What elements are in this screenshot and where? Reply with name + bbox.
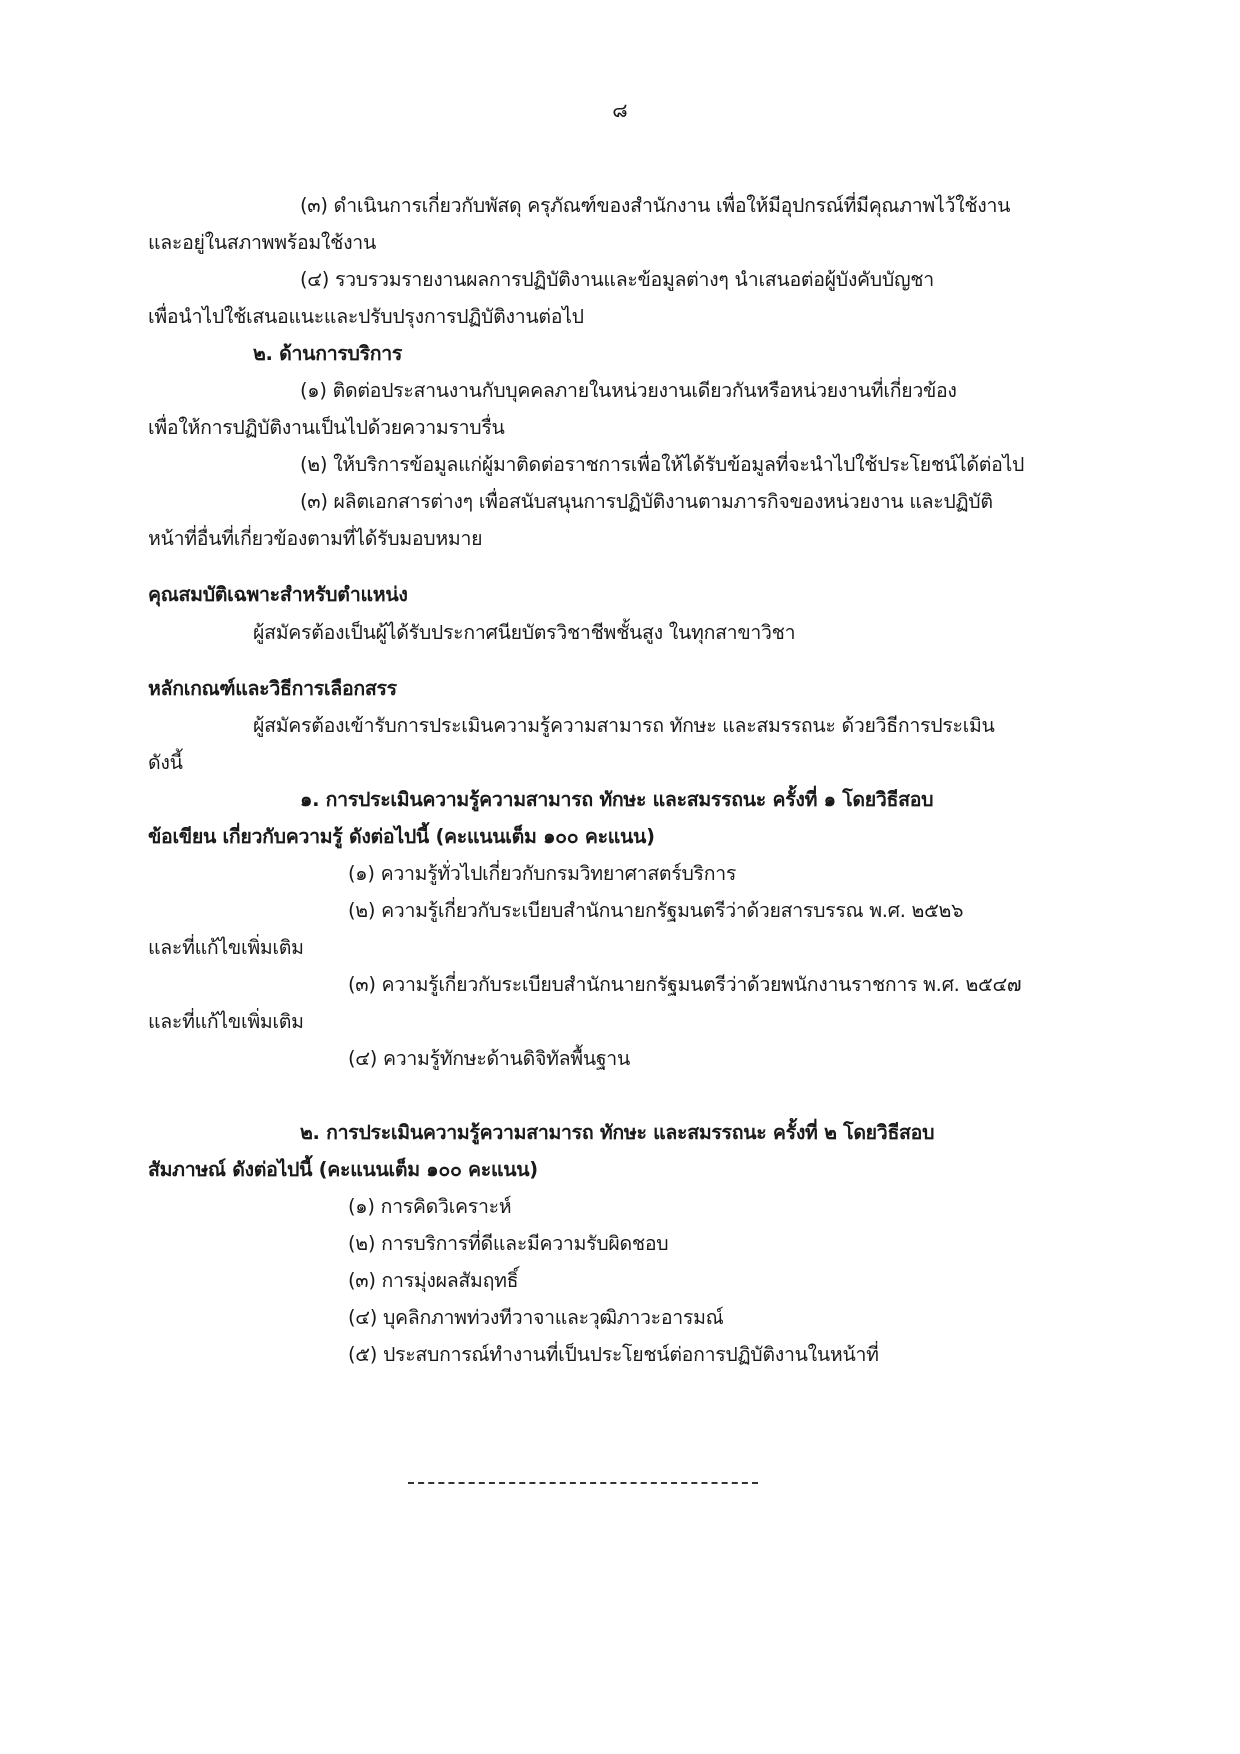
duty-item-3-line-2: และอยู่ในสภาพพร้อมใช้งาน xyxy=(148,231,376,254)
qualifications-heading: คุณสมบัติเฉพาะสำหรับตำแหน่ง xyxy=(148,583,408,606)
round2-title-line-2: สัมภาษณ์ ดังต่อไปนี้ (คะแนนเต็ม ๑๐๐ คะแนน) xyxy=(148,1158,538,1181)
end-separator-line xyxy=(408,1482,758,1484)
selection-intro-line-2: ดังนี้ xyxy=(148,751,183,774)
selection-intro-line-1: ผู้สมัครต้องเข้ารับการประเมินความรู้ความสามารถ ทักษะ และสมรรถนะ ด้วยวิธีการประเมิน xyxy=(253,714,995,737)
selection-heading: หลักเกณฑ์และวิธีการเลือกสรร xyxy=(148,677,397,700)
duty-item-4-line-2: เพื่อนำไปใช้เสนอแนะและปรับปรุงการปฏิบัติงานต่อไป xyxy=(148,305,584,328)
duty-item-4-line-1: (๔) รวบรวมรายงานผลการปฏิบัติงานและข้อมูลต่างๆ นำเสนอต่อผู้บังคับบัญชา xyxy=(300,268,934,291)
service-item-3-line-2: หน้าที่อื่นที่เกี่ยวข้องตามที่ได้รับมอบหมาย xyxy=(148,527,483,550)
round1-item-4: (๔) ความรู้ทักษะด้านดิจิทัลพื้นฐาน xyxy=(348,1047,630,1070)
round1-item-3-line-1: (๓) ความรู้เกี่ยวกับระเบียบสำนักนายกรัฐมนตรีว่าด้วยพนักงานราชการ พ.ศ. ๒๕๔๗ xyxy=(348,973,1022,996)
round1-title-line-1: ๑. การประเมินความรู้ความสามารถ ทักษะ และสมรรถนะ ครั้งที่ ๑ โดยวิธีสอบ xyxy=(300,788,934,811)
qualifications-text: ผู้สมัครต้องเป็นผู้ได้รับประกาศนียบัตรวิชาชีพชั้นสูง ในทุกสาขาวิชา xyxy=(253,621,796,644)
duty-item-3-line-1: (๓) ดำเนินการเกี่ยวกับพัสดุ ครุภัณฑ์ของสำนักงาน เพื่อให้มีอุปกรณ์ที่มีคุณภาพไว้ใช้งาน xyxy=(300,194,1011,217)
round1-item-2-line-2: และที่แก้ไขเพิ่มเติม xyxy=(148,936,304,959)
service-item-1-line-2: เพื่อให้การปฏิบัติงานเป็นไปด้วยความราบรื่น xyxy=(148,416,505,439)
round2-item-4: (๔) บุคลิกภาพท่วงทีวาจาและวุฒิภาวะอารมณ์ xyxy=(348,1306,724,1329)
round1-item-2-line-1: (๒) ความรู้เกี่ยวกับระเบียบสำนักนายกรัฐมนตรีว่าด้วยสารบรรณ พ.ศ. ๒๕๒๖ xyxy=(348,899,964,922)
service-item-2-line-1: (๒) ให้บริการข้อมูลแก่ผู้มาติดต่อราชการเพื่อให้ได้รับข้อมูลที่จะนำไปใช้ประโยชน์ได้ต่อไป xyxy=(300,453,1025,476)
round2-item-5: (๕) ประสบการณ์ทำงานที่เป็นประโยชน์ต่อการปฏิบัติงานในหน้าที่ xyxy=(348,1343,879,1366)
round1-item-1: (๑) ความรู้ทั่วไปเกี่ยวกับกรมวิทยาศาสตร์บริการ xyxy=(348,862,737,885)
round2-item-3: (๓) การมุ่งผลสัมฤทธิ์ xyxy=(348,1269,519,1292)
round1-item-3-line-2: และที่แก้ไขเพิ่มเติม xyxy=(148,1010,304,1033)
service-item-3-line-1: (๓) ผลิตเอกสารต่างๆ เพื่อสนับสนุนการปฏิบัติงานตามภารกิจของหน่วยงาน และปฏิบัติ xyxy=(300,490,993,513)
service-heading: ๒. ด้านการบริการ xyxy=(253,342,403,365)
round2-title-line-1: ๒. การประเมินความรู้ความสามารถ ทักษะ และสมรรถนะ ครั้งที่ ๒ โดยวิธีสอบ xyxy=(300,1121,935,1144)
round2-item-2: (๒) การบริการที่ดีและมีความรับผิดชอบ xyxy=(348,1232,669,1255)
page-number: ๘ xyxy=(612,98,628,122)
round1-title-line-2: ข้อเขียน เกี่ยวกับความรู้ ดังต่อไปนี้ (คะแนนเต็ม ๑๐๐ คะแนน) xyxy=(148,825,655,848)
round2-item-1: (๑) การคิดวิเคราะห์ xyxy=(348,1195,512,1218)
service-item-1-line-1: (๑) ติดต่อประสานงานกับบุคคลภายในหน่วยงานเดียวกันหรือหน่วยงานที่เกี่ยวข้อง xyxy=(300,379,957,402)
